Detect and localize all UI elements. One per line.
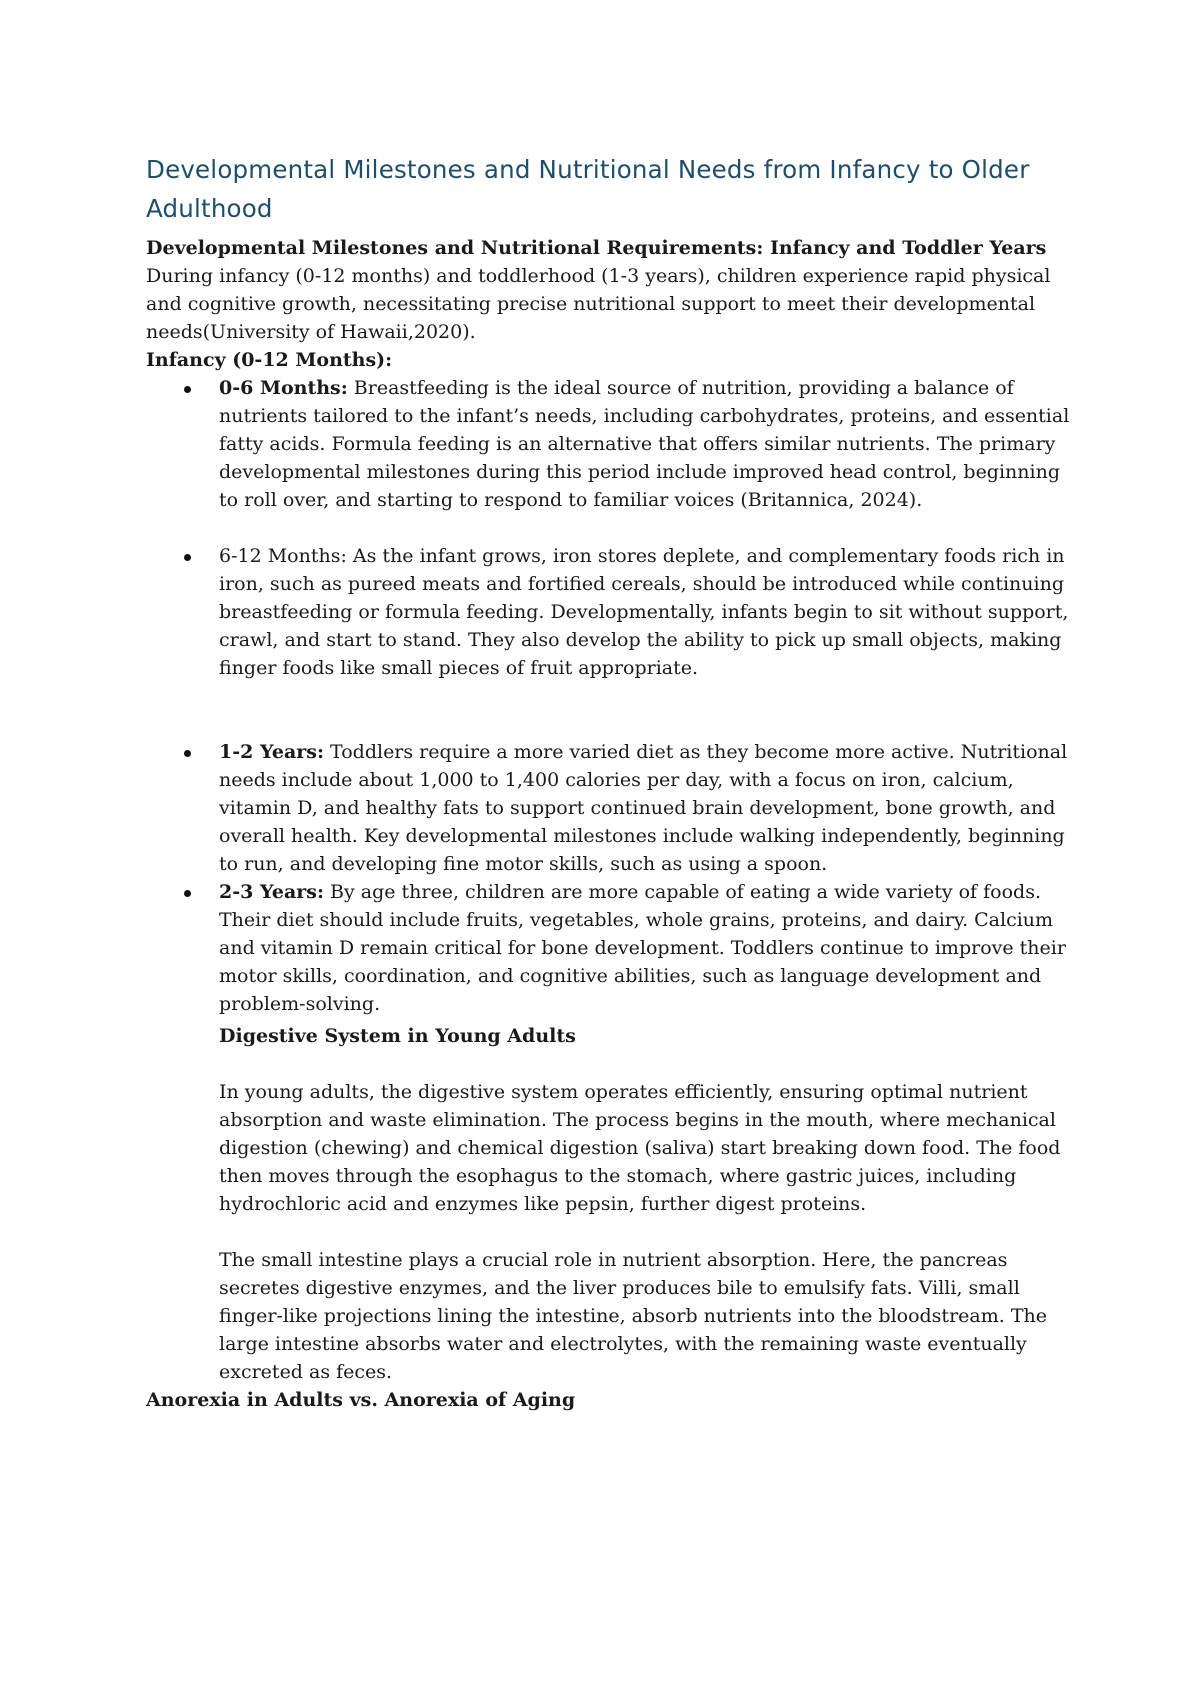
list-item <box>146 878 1076 1018</box>
intro-paragraph: During infancy (0-12 months) and toddlerhood (1-3 years), children experience rapid physical and cognitive growth, necessitating precise nutritional support to meet their developmental needs(University of Hawaii,2020). <box>146 265 1051 343</box>
list-item <box>146 374 1076 514</box>
digestive-heading: Digestive System in Young Adults <box>219 1025 576 1047</box>
digestive-paragraph-2: The small intestine plays a crucial role in nutrient absorption. Here, the pancreas secretes digestive enzymes, and the liver produces bile to emulsify fats. Villi, small finger-like projections lining the intestine, absorb nutrients into the bloodstream. The large intestine absorbs water and electrolytes, with the remaining waste eventually excreted as feces. <box>219 1249 1047 1383</box>
bullet-label: 0-6 Months: <box>219 377 348 399</box>
digestive-paragraph-1: In young adults, the digestive system operates efficiently, ensuring optimal nutrient absorption and waste elimination. The process begins in the mouth, where mechanical digestion (chewing) and chemical digestion (saliva) start breaking down food. The food then moves through the esophagus to the stomach, where gastric juices, including hydrochloric acid and enzymes like pepsin, further digest proteins. <box>219 1081 1061 1215</box>
bullet-text: 6-12 Months: As the infant grows, iron stores deplete, and complementary foods rich in iron, such as pureed meats and fortified cereals, should be introduced while continuing breastfeeding or formula feeding. Developmentally, infants begin to sit without support, crawl, and start to stand. They also develop the ability to pick up small objects, making finger foods like small pieces of fruit appropriate. <box>219 545 1069 679</box>
bullet-label: 2-3 Years: <box>219 881 324 903</box>
bullet-text: Toddlers require a more varied diet as they become more active. Nutritional needs include about 1,000 to 1,400 calories per day, with a focus on iron, calcium, vitamin D, and healthy fats to support continued brain development, bone growth, and overall health. Key developmental milestones include walking independently, beginning to run, and developing fine motor skills, such as using a spoon. <box>219 741 1068 875</box>
document-page <box>146 150 1076 1414</box>
list-item <box>146 542 1076 682</box>
milestone-list <box>146 374 1076 1018</box>
document-title: Developmental Milestones and Nutritional Needs from Infancy to Older Adulthood <box>146 155 1030 223</box>
digestive-section <box>146 1022 1076 1386</box>
bullet-icon <box>184 750 191 757</box>
infancy-subheading: Infancy (0-12 Months): <box>146 349 393 371</box>
section-heading-infancy-toddler: Developmental Milestones and Nutritional Requirements: Infancy and Toddler Years <box>146 237 1047 259</box>
bullet-icon <box>184 554 191 561</box>
bullet-text: By age three, children are more capable of eating a wide variety of foods. Their diet should include fruits, vegetables, whole grains, proteins, and dairy. Calcium and vitamin D remain critical for bone development. Toddlers continue to improve their motor skills, coordination, and cognitive abilities, such as language development and problem-solving. <box>219 881 1066 1015</box>
bullet-icon <box>184 386 191 393</box>
bullet-text: Breastfeeding is the ideal source of nutrition, providing a balance of nutrients tailored to the infant’s needs, including carbohydrates, proteins, and essential fatty acids. Formula feeding is an alternative that offers similar nutrients. The primary developmental milestones during this period include improved head control, beginning to roll over, and starting to respond to familiar voices (Britannica, 2024). <box>219 377 1070 511</box>
bullet-icon <box>184 890 191 897</box>
bullet-label: 1-2 Years: <box>219 741 324 763</box>
section-heading-anorexia: Anorexia in Adults vs. Anorexia of Aging <box>146 1389 576 1411</box>
list-item <box>146 738 1076 878</box>
